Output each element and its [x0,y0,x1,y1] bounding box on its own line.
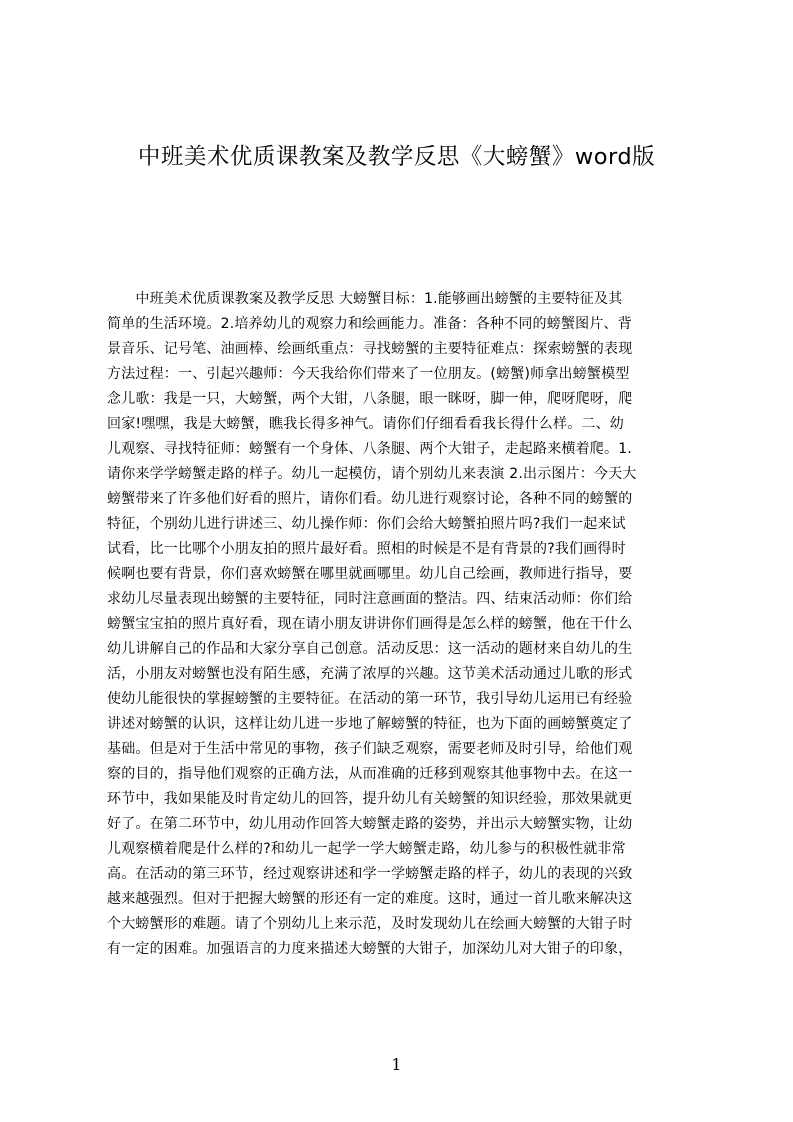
body-line: 候啊也要有背景，你们喜欢螃蟹在哪里就画哪里。幼儿自己绘画，教师进行指导，要 [107,566,633,582]
body-line: 环节中，我如果能及时肯定幼儿的回答，提升幼儿有关螃蟹的知识经验，那效果就更 [107,791,633,807]
body-line: 讲述对螃蟹的认识，这样让幼儿进一步地了解螃蟹的特征，也为下面的画螃蟹奠定了 [107,716,633,732]
body-line: 使幼儿能很快的掌握螃蟹的主要特征。在活动的第一环节，我引导幼儿运用已有经验 [107,691,633,707]
body-line: 幼儿讲解自己的作品和大家分享自己创意。活动反思：这一活动的题材来自幼儿的生 [107,641,633,657]
body-line: 中班美术优质课教案及教学反思 大螃蟹目标：1.能够画出螃蟹的主要特征及其 [107,291,623,307]
body-line: 儿观察、寻找特征师：螃蟹有一个身体、八条腿、两个大钳子，走起路来横着爬。1. [107,441,632,457]
document-title: 中班美术优质课教案及教学反思《大螃蟹》word版 [137,144,656,170]
body-line: 方法过程：一、引起兴趣师：今天我给你们带来了一位朋友。(螃蟹)师拿出螃蟹模型 [107,366,630,382]
page-number: 1 [391,1055,402,1074]
body-line: 特征，个别幼儿进行讲述三、幼儿操作师：你们会给大螃蟹拍照片吗?我们一起来试 [107,516,626,532]
body-line: 求幼儿尽量表现出螃蟹的主要特征，同时注意画面的整洁。四、结束活动师：你们给 [107,591,633,607]
body-line: 螃蟹宝宝拍的照片真好看，现在请小朋友讲讲你们画得是怎么样的螃蟹，他在干什么 [107,616,633,632]
body-line: 景音乐、记号笔、油画棒、绘画纸重点：寻找螃蟹的主要特征难点：探索螃蟹的表现 [107,341,633,357]
body-line: 有一定的困难。加强语言的力度来描述大螃蟹的大钳子，加深幼儿对大钳子的印象， [107,941,633,957]
body-line: 简单的生活环境。2.培养幼儿的观察力和绘画能力。准备：各种不同的螃蟹图片、背 [107,316,632,332]
body-line: 回家!嘿嘿，我是大螃蟹，瞧我长得多神气。请你们仔细看看我长得什么样。二、幼 [107,416,625,432]
body-line: 儿观察横着爬是什么样的?和幼儿一起学一学大螃蟹走路，幼儿参与的积极性就非常 [107,841,626,857]
body-line: 请你来学学螃蟹走路的样子。幼儿一起模仿，请个别幼儿来表演 2.出示图片：今天大 [107,466,637,482]
body-line: 越来越强烈。但对于把握大螃蟹的形还有一定的难度。这时，通过一首儿歌来解决这 [107,891,633,907]
body-line: 基础。但是对于生活中常见的事物，孩子们缺乏观察，需要老师及时引导，给他们观 [107,741,633,757]
body-line: 察的目的，指导他们观察的正确方法，从而准确的迁移到观察其他事物中去。在这一 [107,766,633,782]
body-line: 个大螃蟹形的难题。请了个别幼儿上来示范，及时发现幼儿在绘画大螃蟹的大钳子时 [107,916,633,932]
body-line: 试看，比一比哪个小朋友拍的照片最好看。照相的时候是不是有背景的?我们画得时 [107,541,626,557]
body-line: 螃蟹带来了许多他们好看的照片，请你们看。幼儿进行观察讨论，各种不同的螃蟹的 [107,491,633,507]
body-line: 高。在活动的第三环节，经过观察讲述和学一学螃蟹走路的样子，幼儿的表现的兴致 [107,866,633,882]
body-line: 念儿歌：我是一只，大螃蟹，两个大钳，八条腿，眼一眯呀，脚一伸，爬呀爬呀，爬 [107,391,633,407]
document-body [107,287,707,962]
body-line: 好了。在第二环节中，幼儿用动作回答大螃蟹走路的姿势，并出示大螃蟹实物，让幼 [107,816,633,832]
body-line: 活，小朋友对螃蟹也没有陌生感，充满了浓厚的兴趣。这节美术活动通过儿歌的形式 [107,666,633,682]
